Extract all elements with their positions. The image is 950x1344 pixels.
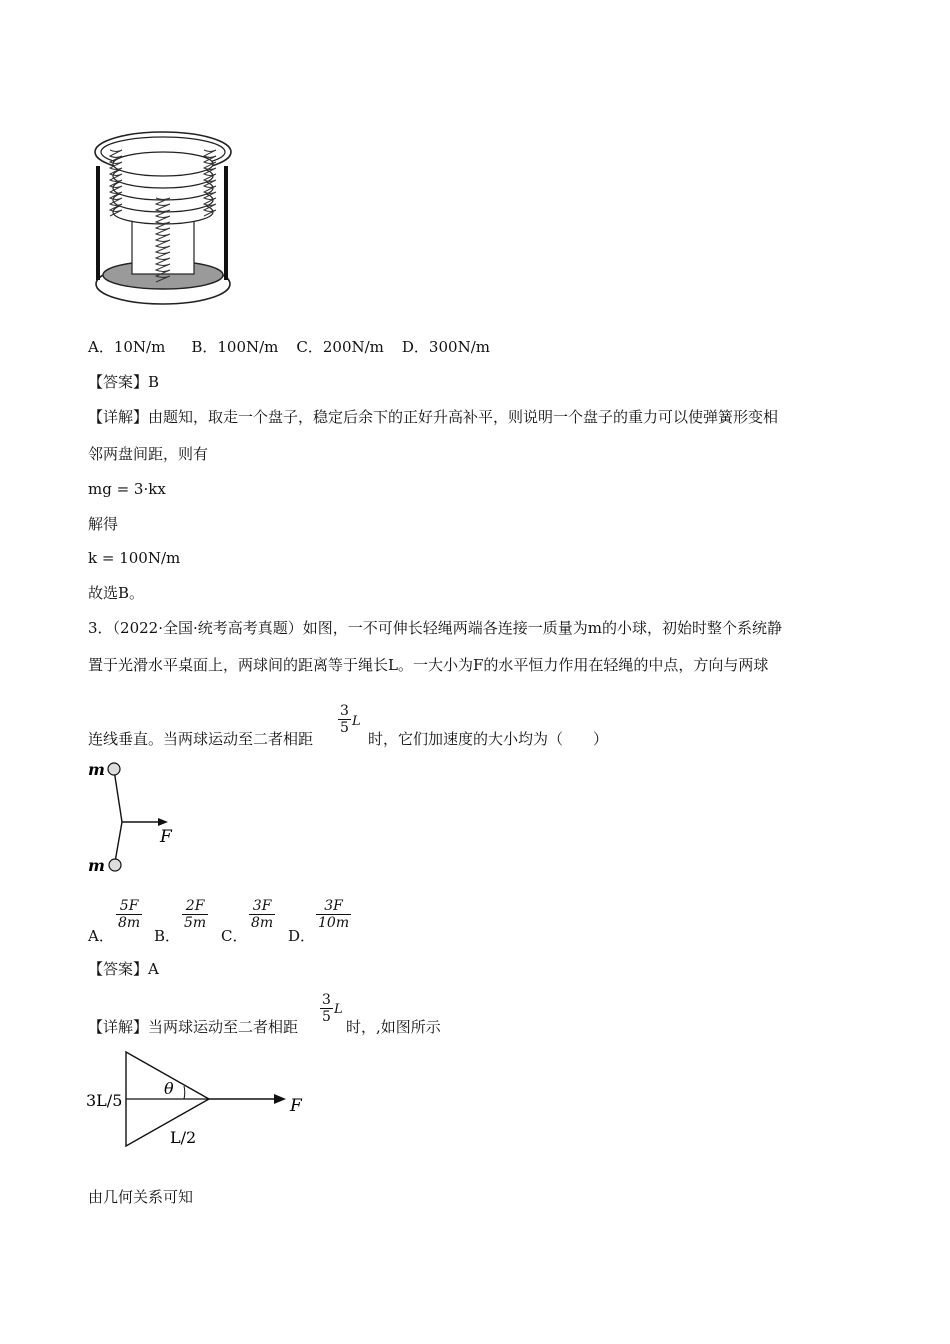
q3-fraction-denominator: 5 bbox=[340, 720, 349, 736]
two-balls-rope-figure bbox=[86, 758, 186, 878]
q3-explain-fraction bbox=[320, 992, 333, 1025]
q3-option-b-numerator: 2F bbox=[182, 898, 208, 915]
triangle-geometry-figure bbox=[86, 1048, 316, 1152]
triangle-force-label: F bbox=[290, 1096, 302, 1116]
q3-option-c-fraction[interactable] bbox=[249, 898, 275, 931]
triangle-hypotenuse-label: L/2 bbox=[170, 1128, 197, 1147]
q2-answer: 【答案】B bbox=[88, 373, 160, 391]
q2-option-d[interactable]: D．300N/m bbox=[401, 338, 490, 356]
q3-option-c-denominator: 8m bbox=[251, 915, 274, 931]
q2-equation-2: k = 100N/m bbox=[88, 549, 181, 567]
q3-distance-fraction bbox=[338, 703, 351, 736]
q3-option-a-numerator: 5F bbox=[116, 898, 142, 915]
fig-force-label: F bbox=[160, 827, 172, 847]
q2-option-a[interactable]: A．10N/m bbox=[88, 338, 166, 356]
triangle-side-label: 3L/5 bbox=[86, 1091, 123, 1110]
fig-mass-top-label: m bbox=[88, 760, 105, 779]
fig-mass-bottom-label: m bbox=[88, 856, 105, 875]
q3-option-d-fraction[interactable] bbox=[316, 898, 351, 931]
q2-option-c[interactable]: C．200N/m bbox=[296, 338, 384, 356]
q3-question-line-3-post: 时，它们加速度的大小均为（ ） bbox=[368, 730, 609, 748]
q3-explain-post: 时，,如图所示 bbox=[346, 1018, 441, 1036]
q3-question-line-3-pre: 连线垂直。当两球运动至二者相距 bbox=[88, 730, 314, 748]
q2-conclusion: 故选B。 bbox=[88, 584, 145, 602]
q3-fraction-variable: L bbox=[352, 714, 361, 729]
spring-plate-apparatus-figure bbox=[92, 128, 234, 310]
q3-option-c-letter[interactable]: C． bbox=[221, 927, 248, 945]
q3-explain-fraction-variable: L bbox=[334, 1002, 343, 1017]
q3-closing-line: 由几何关系可知 bbox=[88, 1188, 194, 1206]
q3-question-line-2: 置于光滑水平桌面上，两球间的距离等于绳长L。一大小为F的水平恒力作用在轻绳的中点，方向与两球 bbox=[88, 656, 769, 674]
q2-explain-line-2: 邻两盘间距，则有 bbox=[88, 445, 209, 463]
q3-fraction-numerator: 3 bbox=[340, 703, 349, 719]
q3-option-d-denominator: 10m bbox=[318, 915, 350, 931]
q3-option-b-denominator: 5m bbox=[184, 915, 207, 931]
q3-explain-fraction-numerator: 3 bbox=[322, 992, 331, 1008]
q3-answer: 【答案】A bbox=[88, 960, 159, 978]
q3-option-a-fraction[interactable] bbox=[116, 898, 142, 931]
q2-explain-line-1: 【详解】由题知，取走一个盘子，稳定后余下的正好升高补平，则说明一个盘子的重力可以使弹簧形变相 bbox=[88, 408, 779, 426]
q3-option-c-numerator: 3F bbox=[249, 898, 275, 915]
q2-equation-1: mg = 3·kx bbox=[88, 480, 166, 498]
triangle-angle-label: θ bbox=[164, 1079, 174, 1098]
q3-option-a-letter[interactable]: A． bbox=[88, 927, 114, 945]
q3-explain-fraction-denominator: 5 bbox=[322, 1009, 331, 1025]
q3-question-line-1: 3．（2022·全国·统考高考真题）如图，一不可伸长轻绳两端各连接一质量为m的小球，初始时整个系统静 bbox=[88, 619, 782, 637]
q2-option-b[interactable]: B．100N/m bbox=[191, 338, 279, 356]
q3-option-d-letter[interactable]: D． bbox=[288, 927, 316, 945]
q3-option-b-letter[interactable]: B． bbox=[154, 927, 181, 945]
q2-solve-label: 解得 bbox=[88, 515, 119, 533]
q3-option-b-fraction[interactable] bbox=[182, 898, 208, 931]
q3-option-d-numerator: 3F bbox=[316, 898, 351, 915]
q3-option-a-denominator: 8m bbox=[118, 915, 141, 931]
q2-options bbox=[88, 337, 490, 357]
q3-explain-pre: 【详解】当两球运动至二者相距 bbox=[88, 1018, 299, 1036]
